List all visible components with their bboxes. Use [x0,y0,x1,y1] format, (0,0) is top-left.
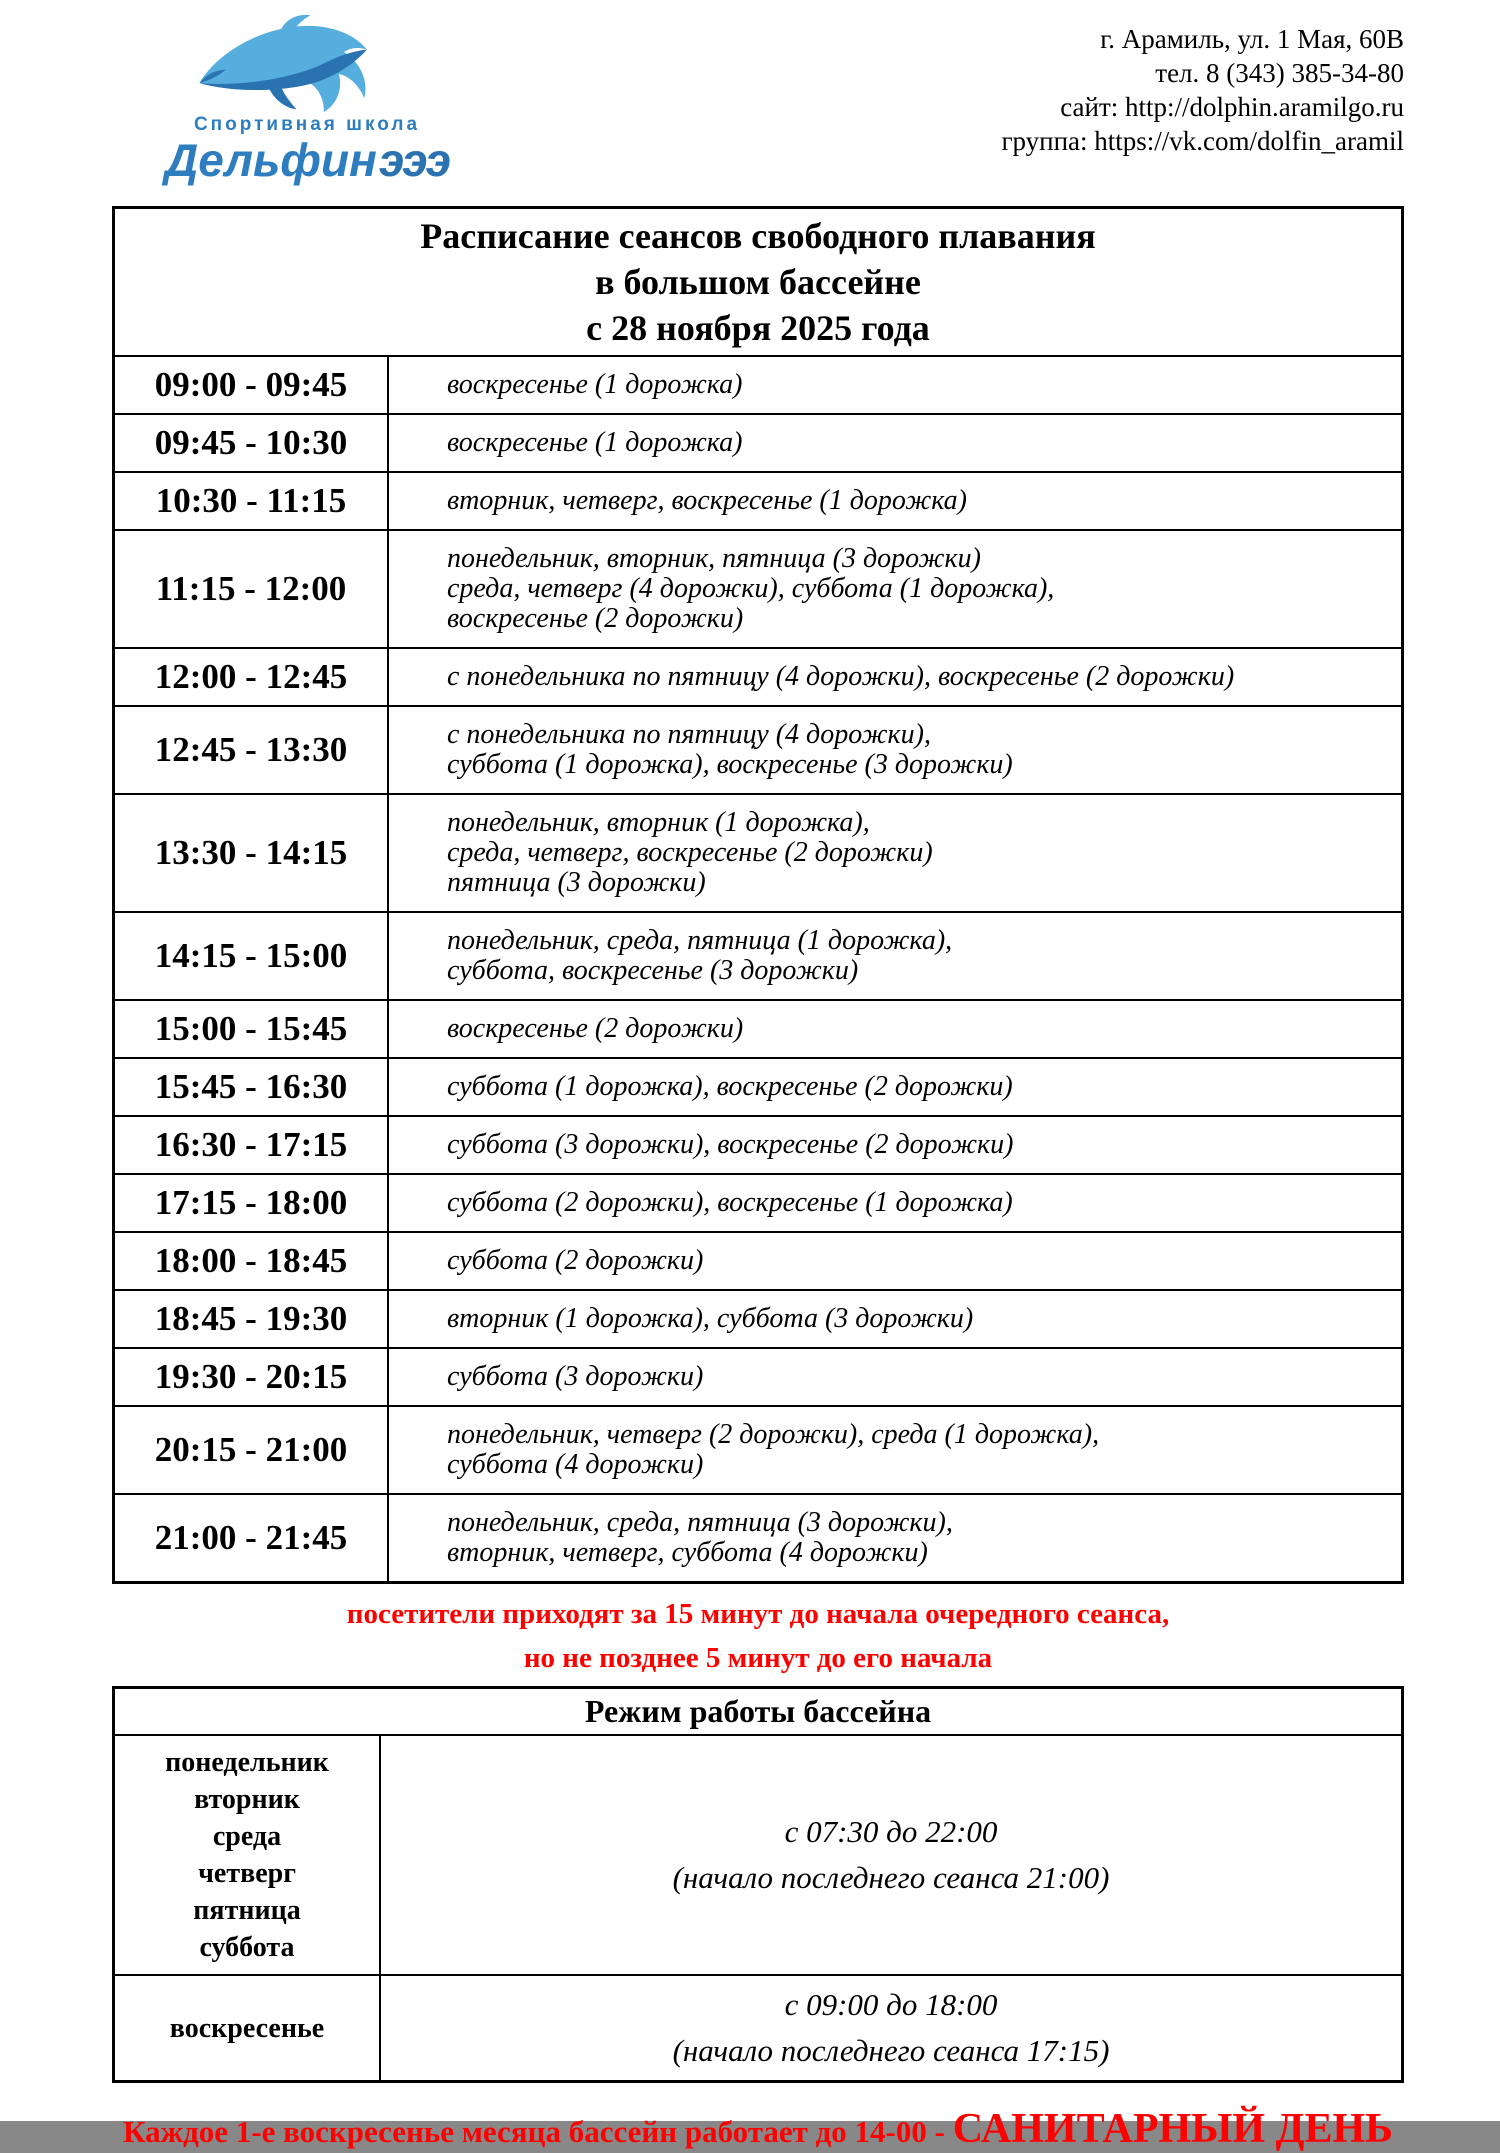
time-slot: 11:15 - 12:00 [114,530,389,648]
arrival-notice-line: но не позднее 5 минут до его начала [523,1642,993,1674]
time-slot: 09:45 - 10:30 [114,414,389,472]
time-slot: 09:00 - 09:45 [114,356,389,414]
schedule-row [114,1290,1403,1348]
session-detail-line: понедельник, вторник (1 дорожка), [447,807,870,838]
sanitary-day-notice [112,2105,1404,2153]
session-details [388,1232,1403,1290]
day-name: вторник [194,1784,300,1815]
session-detail-line: вторник (1 дорожка), суббота (3 дорожки) [447,1303,974,1334]
session-detail-line: вторник, четверг, воскресенье (1 дорожка) [447,485,967,516]
session-detail-line: понедельник, четверг (2 дорожки), среда (1 дорожка), [447,1419,1100,1450]
session-details [388,530,1403,648]
schedule-title-line: Расписание сеансов свободного плавания [420,216,1096,256]
hours-table-title: Режим работы бассейна [114,1688,1403,1736]
time-slot: 17:15 - 18:00 [114,1174,389,1232]
schedule-table-body [114,356,1403,1583]
session-details [388,1000,1403,1058]
schedule-title-line: с 28 ноября 2025 года [586,308,930,348]
schedule-row [114,472,1403,530]
hours-row [114,1735,1403,1975]
session-detail-line: среда, четверг (4 дорожки), суббота (1 дорожка), [447,573,1055,604]
day-name: суббота [199,1932,295,1963]
sanitary-day-text: Каждое 1-е воскресенье месяца бассейн работает до 14-00 - [123,2114,945,2149]
session-details [388,648,1403,706]
arrival-notice-line: посетители приходят за 15 минут до начала очередного сеанса, [346,1598,1170,1630]
working-hours [380,1975,1403,2082]
schedule-row [114,1174,1403,1232]
session-detail-line: понедельник, вторник, пятница (3 дорожки) [447,543,981,574]
time-slot: 18:45 - 19:30 [114,1290,389,1348]
schedule-row [114,1494,1403,1583]
schedule-title [114,208,1403,357]
hours-title-row [114,1688,1403,1736]
session-detail-line: суббота (3 дорожки) [447,1361,704,1392]
time-slot: 20:15 - 21:00 [114,1406,389,1494]
session-detail-line: суббота (1 дорожка), воскресенье (2 дорожки) [447,1071,1013,1102]
session-detail-line: воскресенье (1 дорожка) [447,369,743,400]
schedule-row [114,1058,1403,1116]
schedule-row [114,794,1403,912]
session-details [388,706,1403,794]
session-detail-line: понедельник, среда, пятница (1 дорожка), [447,925,953,956]
working-hours [380,1735,1403,1975]
time-slot: 10:30 - 11:15 [114,472,389,530]
session-detail-line: суббота (4 дорожки) [447,1449,704,1480]
schedule-row [114,1406,1403,1494]
session-detail-line: суббота (1 дорожка), воскресенье (3 дорожки) [447,749,1013,780]
time-slot: 15:00 - 15:45 [114,1000,389,1058]
session-detail-line: воскресенье (1 дорожка) [447,427,743,458]
schedule-title-row [114,208,1403,357]
time-slot: 18:00 - 18:45 [114,1232,389,1290]
schedule-row [114,648,1403,706]
schedule-row [114,530,1403,648]
session-details [388,356,1403,414]
logo-school-label: Спортивная школа [193,114,421,135]
schedule-row [114,912,1403,1000]
dolphin-icon [191,16,423,120]
schedule-row [114,1232,1403,1290]
time-slot: 13:30 - 14:15 [114,794,389,912]
arrival-notice [112,1592,1404,1680]
day-name: понедельник [165,1747,329,1778]
session-details [388,1494,1403,1583]
time-slot: 12:00 - 12:45 [114,648,389,706]
session-details [388,794,1403,912]
time-slot: 15:45 - 16:30 [114,1058,389,1116]
schedule-row [114,1348,1403,1406]
schedule-row [114,356,1403,414]
contact-info [1001,16,1404,158]
header [112,16,1404,184]
session-details [388,1406,1403,1494]
day-name: четверг [198,1858,296,1889]
session-detail-line: вторник, четверг, суббота (4 дорожки) [447,1537,928,1568]
session-detail-line: суббота, воскресенье (3 дорожки) [447,955,859,986]
hours-table-body [114,1735,1403,2082]
schedule-row [114,1116,1403,1174]
session-details [388,1348,1403,1406]
time-slot: 19:30 - 20:15 [114,1348,389,1406]
day-name: среда [212,1821,282,1852]
days-list [114,1975,381,2082]
session-details [388,1058,1403,1116]
hours-table [112,1686,1404,2083]
session-detail-line: среда, четверг, воскресенье (2 дорожки) [447,837,933,868]
time-slot: 21:00 - 21:45 [114,1494,389,1583]
waves-icon: эээ [378,134,450,186]
session-detail-line: пятница (3 дорожки) [447,867,706,898]
contact-line: г. Арамиль, ул. 1 Мая, 60В [1100,24,1404,54]
session-details [388,912,1403,1000]
schedule-row [114,1000,1403,1058]
schedule-table [112,206,1404,1584]
time-slot: 16:30 - 17:15 [114,1116,389,1174]
contact-line: тел. 8 (343) 385-34-80 [1155,58,1404,88]
days-list [114,1735,381,1975]
session-detail-line: понедельник, среда, пятница (3 дорожки), [447,1507,953,1538]
session-detail-line: с понедельника по пятницу (4 дорожки), воскресенье (2 дорожки) [447,661,1235,692]
schedule-row [114,706,1403,794]
session-detail-line: суббота (2 дорожки) [447,1245,704,1276]
session-details [388,1116,1403,1174]
logo-brand-text: Дельфин [164,134,377,186]
time-slot: 12:45 - 13:30 [114,706,389,794]
session-detail-line: воскресенье (2 дорожки) [447,1013,744,1044]
time-slot: 14:15 - 15:00 [114,912,389,1000]
session-detail-line: воскресенье (2 дорожки) [447,603,744,634]
schedule-row [114,414,1403,472]
hours-row [114,1975,1403,2082]
logo [142,16,472,184]
session-detail-line: суббота (3 дорожки), воскресенье (2 дорожки) [447,1129,1014,1160]
contact-line: группа: https://vk.com/dolfin_aramil [1001,126,1404,156]
session-details [388,1174,1403,1232]
session-details [388,414,1403,472]
working-hours-line: с 07:30 до 22:00 [784,1814,998,1849]
day-name: пятница [193,1895,301,1926]
working-hours-line: (начало последнего сеанса 21:00) [672,1860,1110,1895]
session-details [388,1290,1403,1348]
session-detail-line: суббота (2 дорожки), воскресенье (1 дорожка) [447,1187,1013,1218]
schedule-title-line: в большом бассейне [595,262,921,302]
contact-line: сайт: http://dolphin.aramilgo.ru [1060,92,1404,122]
working-hours-line: с 09:00 до 18:00 [784,1987,998,2022]
session-detail-line: с понедельника по пятницу (4 дорожки), [447,719,931,750]
day-name: воскресенье [169,2012,325,2044]
session-details [388,472,1403,530]
sanitary-day-highlight: САНИТАРНЫЙ ДЕНЬ [952,2106,1393,2152]
working-hours-line: (начало последнего сеанса 17:15) [672,2033,1110,2068]
